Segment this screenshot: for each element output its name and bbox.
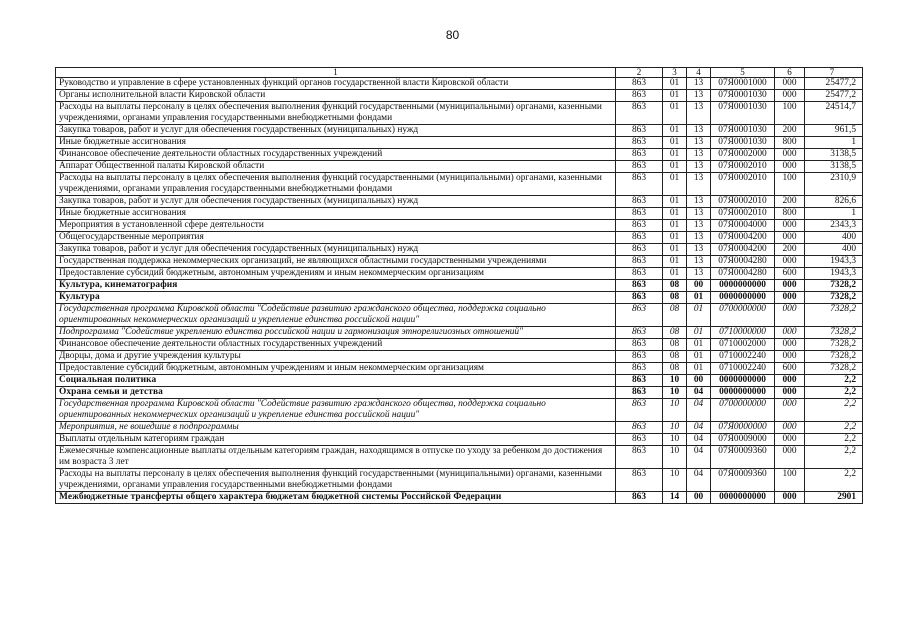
row-subsection: 01 bbox=[687, 351, 711, 363]
row-section: 01 bbox=[663, 208, 687, 220]
row-section: 08 bbox=[663, 363, 687, 375]
row-amount: 24514,7 bbox=[805, 102, 863, 125]
row-amount: 7328,2 bbox=[805, 292, 863, 304]
row-description: Финансовое обеспечение деятельности областных государственных учреждений bbox=[56, 339, 616, 351]
row-subsection: 13 bbox=[687, 196, 711, 208]
row-expense-type: 000 bbox=[775, 492, 805, 504]
row-section: 10 bbox=[663, 446, 687, 469]
row-description: Предоставление субсидий бюджетным, автономным учреждениям и иным некоммерческим организациям bbox=[56, 268, 616, 280]
row-target-article: 07Я0001030 bbox=[711, 102, 775, 125]
row-subsection: 13 bbox=[687, 149, 711, 161]
row-target-article: 0710000000 bbox=[711, 327, 775, 339]
row-section: 01 bbox=[663, 256, 687, 268]
row-amount: 2343,3 bbox=[805, 220, 863, 232]
row-expense-type: 000 bbox=[775, 78, 805, 90]
row-section: 01 bbox=[663, 161, 687, 173]
row-target-article: 07Я0002010 bbox=[711, 161, 775, 173]
row-description: Подпрограмма "Содействие укреплению единства российской нации и гармонизация этнорелигиозных отношений" bbox=[56, 327, 616, 339]
table-row bbox=[56, 375, 863, 387]
row-target-article: 07Я0002000 bbox=[711, 149, 775, 161]
row-ministry-code: 863 bbox=[616, 244, 663, 256]
row-amount: 3138,5 bbox=[805, 149, 863, 161]
table-row bbox=[56, 351, 863, 363]
row-subsection: 13 bbox=[687, 137, 711, 149]
row-ministry-code: 863 bbox=[616, 492, 663, 504]
row-description: Культура, кинематография bbox=[56, 280, 616, 292]
table-row bbox=[56, 387, 863, 399]
row-subsection: 13 bbox=[687, 268, 711, 280]
row-section: 10 bbox=[663, 375, 687, 387]
table-row bbox=[56, 232, 863, 244]
row-target-article: 07Я0004000 bbox=[711, 220, 775, 232]
row-ministry-code: 863 bbox=[616, 363, 663, 375]
row-subsection: 01 bbox=[687, 304, 711, 327]
table-row bbox=[56, 363, 863, 375]
row-amount: 3138,5 bbox=[805, 161, 863, 173]
row-section: 01 bbox=[663, 220, 687, 232]
row-target-article: 0710002240 bbox=[711, 363, 775, 375]
row-section: 08 bbox=[663, 327, 687, 339]
row-section: 01 bbox=[663, 268, 687, 280]
row-ministry-code: 863 bbox=[616, 268, 663, 280]
row-subsection: 04 bbox=[687, 387, 711, 399]
row-description: Ежемесячные компенсационные выплаты отдельным категориям граждан, находящимся в отпуске по уходу за ребенком до достижения им возраста 3 лет bbox=[56, 446, 616, 469]
row-section: 10 bbox=[663, 469, 687, 492]
row-section: 10 bbox=[663, 422, 687, 434]
row-ministry-code: 863 bbox=[616, 173, 663, 196]
table-row bbox=[56, 339, 863, 351]
row-section: 08 bbox=[663, 339, 687, 351]
row-ministry-code: 863 bbox=[616, 280, 663, 292]
row-subsection: 04 bbox=[687, 434, 711, 446]
row-amount: 7328,2 bbox=[805, 304, 863, 327]
row-section: 14 bbox=[663, 492, 687, 504]
row-ministry-code: 863 bbox=[616, 149, 663, 161]
row-subsection: 01 bbox=[687, 339, 711, 351]
row-ministry-code: 863 bbox=[616, 137, 663, 149]
row-ministry-code: 863 bbox=[616, 434, 663, 446]
table-row bbox=[56, 137, 863, 149]
row-amount: 2,2 bbox=[805, 446, 863, 469]
row-target-article: 07Я0004280 bbox=[711, 268, 775, 280]
row-section: 01 bbox=[663, 137, 687, 149]
row-target-article: 07Я0009000 bbox=[711, 434, 775, 446]
table-row bbox=[56, 327, 863, 339]
row-expense-type: 000 bbox=[775, 339, 805, 351]
row-amount: 7328,2 bbox=[805, 339, 863, 351]
row-ministry-code: 863 bbox=[616, 399, 663, 422]
row-description: Органы исполнительной власти Кировской области bbox=[56, 90, 616, 102]
row-expense-type: 000 bbox=[775, 434, 805, 446]
row-target-article: 07Я0009360 bbox=[711, 446, 775, 469]
row-section: 01 bbox=[663, 232, 687, 244]
row-subsection: 04 bbox=[687, 422, 711, 434]
table-row bbox=[56, 399, 863, 422]
row-description: Иные бюджетные ассигнования bbox=[56, 137, 616, 149]
row-section: 01 bbox=[663, 90, 687, 102]
table-row bbox=[56, 90, 863, 102]
row-target-article: 07Я0002010 bbox=[711, 173, 775, 196]
row-description: Выплаты отдельным категориям граждан bbox=[56, 434, 616, 446]
table-row bbox=[56, 173, 863, 196]
row-amount: 2310,9 bbox=[805, 173, 863, 196]
row-target-article: 0700000000 bbox=[711, 399, 775, 422]
row-subsection: 01 bbox=[687, 292, 711, 304]
row-subsection: 00 bbox=[687, 492, 711, 504]
row-expense-type: 000 bbox=[775, 399, 805, 422]
row-target-article: 0710002000 bbox=[711, 339, 775, 351]
row-subsection: 04 bbox=[687, 446, 711, 469]
row-ministry-code: 863 bbox=[616, 232, 663, 244]
row-amount: 7328,2 bbox=[805, 351, 863, 363]
table-row bbox=[56, 256, 863, 268]
row-subsection: 04 bbox=[687, 399, 711, 422]
row-amount: 1 bbox=[805, 208, 863, 220]
row-subsection: 13 bbox=[687, 232, 711, 244]
row-target-article: 0710002240 bbox=[711, 351, 775, 363]
row-amount: 25477,2 bbox=[805, 78, 863, 90]
row-description: Предоставление субсидий бюджетным, автономным учреждениям и иным некоммерческим организациям bbox=[56, 363, 616, 375]
row-ministry-code: 863 bbox=[616, 220, 663, 232]
row-amount: 2,2 bbox=[805, 422, 863, 434]
row-subsection: 13 bbox=[687, 78, 711, 90]
row-section: 01 bbox=[663, 244, 687, 256]
row-section: 10 bbox=[663, 434, 687, 446]
row-subsection: 00 bbox=[687, 375, 711, 387]
row-section: 01 bbox=[663, 102, 687, 125]
row-amount: 2901 bbox=[805, 492, 863, 504]
row-ministry-code: 863 bbox=[616, 256, 663, 268]
row-section: 01 bbox=[663, 78, 687, 90]
row-target-article: 07Я0009360 bbox=[711, 469, 775, 492]
row-subsection: 01 bbox=[687, 327, 711, 339]
row-section: 10 bbox=[663, 399, 687, 422]
row-subsection: 13 bbox=[687, 208, 711, 220]
row-ministry-code: 863 bbox=[616, 102, 663, 125]
row-amount: 400 bbox=[805, 244, 863, 256]
row-amount: 826,6 bbox=[805, 196, 863, 208]
table-row bbox=[56, 422, 863, 434]
row-ministry-code: 863 bbox=[616, 208, 663, 220]
table-row bbox=[56, 469, 863, 492]
table-row bbox=[56, 161, 863, 173]
table-row bbox=[56, 434, 863, 446]
header-cell: 4 bbox=[687, 68, 711, 78]
page-number: 80 bbox=[445, 28, 460, 42]
row-description: Мероприятия, не вошедшие в подпрограммы bbox=[56, 422, 616, 434]
row-subsection: 13 bbox=[687, 125, 711, 137]
header-cell: 1 bbox=[56, 68, 616, 78]
row-target-article: 07Я0000000 bbox=[711, 422, 775, 434]
row-expense-type: 000 bbox=[775, 327, 805, 339]
row-expense-type: 000 bbox=[775, 256, 805, 268]
row-ministry-code: 863 bbox=[616, 469, 663, 492]
header-cell: 7 bbox=[805, 68, 863, 78]
row-ministry-code: 863 bbox=[616, 90, 663, 102]
table-row bbox=[56, 292, 863, 304]
row-description: Государственная поддержка некоммерческих организаций, не являющихся областными государственными учреждениями bbox=[56, 256, 616, 268]
header-cell: 3 bbox=[663, 68, 687, 78]
row-section: 01 bbox=[663, 196, 687, 208]
row-target-article: 0700000000 bbox=[711, 304, 775, 327]
row-subsection: 13 bbox=[687, 220, 711, 232]
header-cell: 6 bbox=[775, 68, 805, 78]
row-expense-type: 000 bbox=[775, 149, 805, 161]
row-subsection: 04 bbox=[687, 469, 711, 492]
table-row bbox=[56, 220, 863, 232]
row-target-article: 07Я0004200 bbox=[711, 232, 775, 244]
row-expense-type: 200 bbox=[775, 125, 805, 137]
row-subsection: 13 bbox=[687, 244, 711, 256]
row-section: 01 bbox=[663, 125, 687, 137]
row-amount: 2,2 bbox=[805, 469, 863, 492]
row-expense-type: 800 bbox=[775, 208, 805, 220]
row-amount: 1943,3 bbox=[805, 256, 863, 268]
row-section: 10 bbox=[663, 387, 687, 399]
row-expense-type: 800 bbox=[775, 137, 805, 149]
row-amount: 1 bbox=[805, 137, 863, 149]
row-ministry-code: 863 bbox=[616, 196, 663, 208]
row-description: Охрана семьи и детства bbox=[56, 387, 616, 399]
row-section: 08 bbox=[663, 292, 687, 304]
table-row bbox=[56, 78, 863, 90]
row-description: Расходы на выплаты персоналу в целях обеспечения выполнения функций государственными (муниципальными) органами, казенными учреждениями, органами управления государственными внебюджетными фондами bbox=[56, 102, 616, 125]
row-expense-type: 000 bbox=[775, 304, 805, 327]
row-target-article: 0000000000 bbox=[711, 387, 775, 399]
row-subsection: 13 bbox=[687, 102, 711, 125]
row-description: Государственная программа Кировской области "Содействие развитию гражданского общества, поддержка социально ориентированных некоммерческих организаций и укрепление единства российской нации" bbox=[56, 304, 616, 327]
row-expense-type: 000 bbox=[775, 422, 805, 434]
row-target-article: 07Я0004200 bbox=[711, 244, 775, 256]
table-body bbox=[56, 68, 863, 504]
row-expense-type: 000 bbox=[775, 232, 805, 244]
row-ministry-code: 863 bbox=[616, 375, 663, 387]
row-amount: 2,2 bbox=[805, 434, 863, 446]
row-target-article: 0000000000 bbox=[711, 375, 775, 387]
table-row bbox=[56, 268, 863, 280]
table-row bbox=[56, 208, 863, 220]
budget-table bbox=[55, 67, 863, 504]
row-expense-type: 600 bbox=[775, 268, 805, 280]
row-ministry-code: 863 bbox=[616, 292, 663, 304]
row-expense-type: 000 bbox=[775, 292, 805, 304]
row-amount: 7328,2 bbox=[805, 280, 863, 292]
row-ministry-code: 863 bbox=[616, 422, 663, 434]
row-target-article: 0000000000 bbox=[711, 280, 775, 292]
row-description: Дворцы, дома и другие учреждения культуры bbox=[56, 351, 616, 363]
row-amount: 25477,2 bbox=[805, 90, 863, 102]
row-description: Культура bbox=[56, 292, 616, 304]
row-expense-type: 000 bbox=[775, 387, 805, 399]
row-description: Руководство и управление в сфере установленных функций органов государственной власти Кировской области bbox=[56, 78, 616, 90]
row-subsection: 13 bbox=[687, 90, 711, 102]
row-target-article: 07Я0004280 bbox=[711, 256, 775, 268]
row-expense-type: 000 bbox=[775, 220, 805, 232]
row-section: 08 bbox=[663, 280, 687, 292]
row-amount: 2,2 bbox=[805, 375, 863, 387]
row-target-article: 0000000000 bbox=[711, 492, 775, 504]
table-header-row bbox=[56, 68, 863, 78]
row-description: Закупка товаров, работ и услуг для обеспечения государственных (муниципальных) нужд bbox=[56, 125, 616, 137]
row-expense-type: 200 bbox=[775, 244, 805, 256]
row-description: Финансовое обеспечение деятельности областных государственных учреждений bbox=[56, 149, 616, 161]
row-subsection: 13 bbox=[687, 173, 711, 196]
row-section: 08 bbox=[663, 304, 687, 327]
header-cell: 2 bbox=[616, 68, 663, 78]
row-target-article: 07Я0001030 bbox=[711, 125, 775, 137]
row-section: 01 bbox=[663, 149, 687, 161]
row-expense-type: 100 bbox=[775, 469, 805, 492]
row-expense-type: 000 bbox=[775, 351, 805, 363]
row-description: Мероприятия в установленной сфере деятельности bbox=[56, 220, 616, 232]
row-ministry-code: 863 bbox=[616, 125, 663, 137]
row-description: Расходы на выплаты персоналу в целях обеспечения выполнения функций государственными (муниципальными) органами, казенными учреждениями, органами управления государственными внебюджетными фондами bbox=[56, 469, 616, 492]
row-expense-type: 000 bbox=[775, 375, 805, 387]
row-description: Государственная программа Кировской области "Содействие развитию гражданского общества, поддержка социально ориентированных некоммерческих организаций и укрепление единства российской нации" bbox=[56, 399, 616, 422]
table-row bbox=[56, 280, 863, 292]
row-description: Межбюджетные трансферты общего характера бюджетам бюджетной системы Российской Федерации bbox=[56, 492, 616, 504]
row-description: Общегосударственные мероприятия bbox=[56, 232, 616, 244]
row-amount: 2,2 bbox=[805, 387, 863, 399]
table-row bbox=[56, 244, 863, 256]
table-row bbox=[56, 446, 863, 469]
row-description: Иные бюджетные ассигнования bbox=[56, 208, 616, 220]
header-cell: 5 bbox=[711, 68, 775, 78]
row-expense-type: 600 bbox=[775, 363, 805, 375]
row-section: 01 bbox=[663, 173, 687, 196]
row-target-article: 07Я0002010 bbox=[711, 208, 775, 220]
row-ministry-code: 863 bbox=[616, 327, 663, 339]
table-row bbox=[56, 149, 863, 161]
row-expense-type: 000 bbox=[775, 280, 805, 292]
row-amount: 961,5 bbox=[805, 125, 863, 137]
row-target-article: 0000000000 bbox=[711, 292, 775, 304]
row-expense-type: 000 bbox=[775, 90, 805, 102]
table-row bbox=[56, 304, 863, 327]
row-ministry-code: 863 bbox=[616, 161, 663, 173]
row-description: Закупка товаров, работ и услуг для обеспечения государственных (муниципальных) нужд bbox=[56, 196, 616, 208]
row-ministry-code: 863 bbox=[616, 304, 663, 327]
table-row bbox=[56, 102, 863, 125]
table-row bbox=[56, 196, 863, 208]
row-target-article: 07Я0001030 bbox=[711, 90, 775, 102]
row-description: Расходы на выплаты персоналу в целях обеспечения выполнения функций государственными (муниципальными) органами, казенными учреждениями, органами управления государственными внебюджетными фондами bbox=[56, 173, 616, 196]
row-amount: 2,2 bbox=[805, 399, 863, 422]
row-expense-type: 200 bbox=[775, 196, 805, 208]
row-description: Социальная политика bbox=[56, 375, 616, 387]
row-subsection: 01 bbox=[687, 363, 711, 375]
row-subsection: 00 bbox=[687, 280, 711, 292]
row-expense-type: 000 bbox=[775, 446, 805, 469]
row-ministry-code: 863 bbox=[616, 78, 663, 90]
row-ministry-code: 863 bbox=[616, 351, 663, 363]
row-description: Закупка товаров, работ и услуг для обеспечения государственных (муниципальных) нужд bbox=[56, 244, 616, 256]
row-target-article: 07Я0001030 bbox=[711, 137, 775, 149]
row-amount: 7328,2 bbox=[805, 327, 863, 339]
row-section: 08 bbox=[663, 351, 687, 363]
row-target-article: 07Я0002010 bbox=[711, 196, 775, 208]
row-expense-type: 000 bbox=[775, 161, 805, 173]
row-expense-type: 100 bbox=[775, 173, 805, 196]
row-amount: 1943,3 bbox=[805, 268, 863, 280]
row-amount: 7328,2 bbox=[805, 363, 863, 375]
table-row bbox=[56, 125, 863, 137]
row-target-article: 07Я0001000 bbox=[711, 78, 775, 90]
row-amount: 400 bbox=[805, 232, 863, 244]
row-ministry-code: 863 bbox=[616, 339, 663, 351]
row-expense-type: 100 bbox=[775, 102, 805, 125]
row-ministry-code: 863 bbox=[616, 446, 663, 469]
row-description: Аппарат Общественной палаты Кировской области bbox=[56, 161, 616, 173]
table-row bbox=[56, 492, 863, 504]
row-subsection: 13 bbox=[687, 256, 711, 268]
row-subsection: 13 bbox=[687, 161, 711, 173]
row-ministry-code: 863 bbox=[616, 387, 663, 399]
